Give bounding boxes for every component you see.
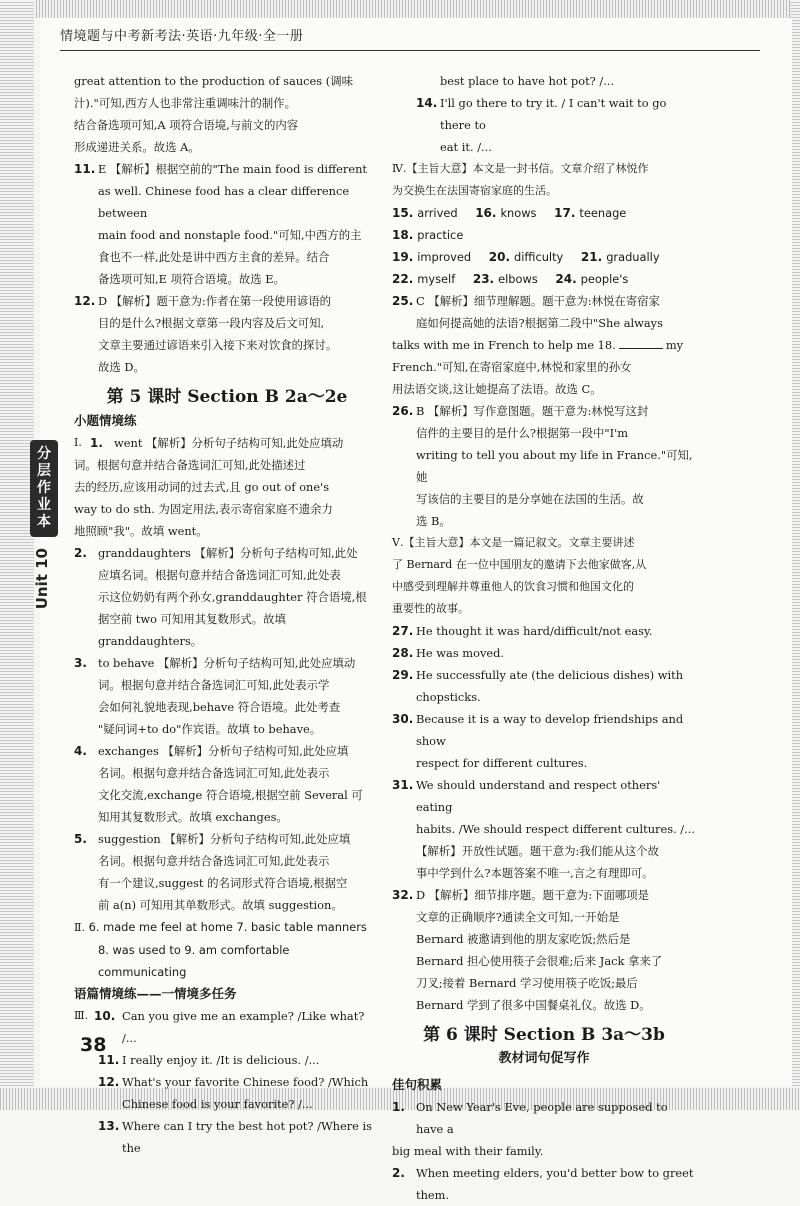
answer-row-19-21: 19. improved 20. difficulty 21. gradually (392, 250, 660, 264)
answer-item-12b: 12. What's your favorite Chinese food? /Which Chinese food is your favorite? /... (98, 1075, 369, 1111)
passage-5-summary: Ⅴ.【主旨大意】本文是一篇记叙文。文章主要讲述 了 Bernard 在一位中国朋友的邀请下去他家做客,从 中感受到理解并尊重他人的饮食习惯和他国文化的 重要性的故事。 (392, 536, 647, 615)
answer-item-14: 14. I'll go there to try it. / I can't wait to go there to eat it. /... (416, 96, 667, 154)
passage-4-summary: Ⅳ.【主旨大意】本文是一封书信。文章介绍了林悦作 为交换生在法国寄宿家庭的生活。 (392, 162, 649, 197)
answer-item-12: 12. D 【解析】题干意为:作者在第一段使用谚语的 目的是什么?根据文章第一段内容及后文可知, 文章主要通过谚语来引入接下来对饮食的探讨。 故选 D。 (74, 294, 338, 374)
answer-row-8-9: 8. was used to 9. am comfortable communicating (98, 943, 290, 979)
answer-item-4: 4. exchanges 【解析】分析句子结构可知,此处应填 名词。根据句意并结合备选词汇可知,此处表示 文化交流,exchange 符合语境,根据空前 Several 可 知用其复数形式。故填 exchanges。 (74, 744, 363, 824)
answer-item-31: 31. We should understand and respect others' eating habits. /We should respect different cultures. /... 【解析】开放性试题。题干意为:我们能从这个故 事中学到什么?本题答案不唯一,言之有理即可。 (392, 778, 696, 880)
right-column (392, 70, 696, 1206)
page-border-left (0, 0, 34, 1110)
running-header: 情境题与中考新考法·英语·九年级·全一册 (60, 24, 760, 51)
carry-over-answer: great attention to the production of sauces (调味 汁)."可知,西方人也非常注重调味汁的制作。 结合备选项可知,A 项符合语境,与前文的内容 形成递进关系。故选 A。 (74, 74, 353, 154)
answer-row-15-18: 15. arrived 16. knows 17. teenage 18. practice (392, 206, 627, 242)
answer-item-10: Ⅲ. 10. Can you give me an example? /Like what? /... (74, 1009, 365, 1045)
answer-row-22-24: 22. myself 23. elbows 24. people's (392, 272, 629, 286)
answer-item-2: 2. granddaughters 【解析】分析句子结构可知,此处 应填名词。根据句意并结合备选词汇可知,此处表 示这位奶奶有两个孙女,granddaughter 符合语境,根 据空前 two 可知用其复数形式。故填 granddaughters。 (74, 546, 367, 648)
answer-13-continued: best place to have hot pot? /... (440, 74, 615, 88)
answer-item-11b: 11. I really enjoy it. /It is delicious. /... (98, 1053, 320, 1067)
section-6-title: 第 6 课时 Section B 3a～3b (423, 1025, 665, 1045)
answer-item-29: 29. He successfully ate (the delicious dishes) with chopsticks. (392, 668, 684, 704)
answer-item-11: 11. E 【解析】根据空前的"The main food is different as well. Chinese food has a clear difference between main food and nonstaple food."可知,中西方的主 食也不一样,此处是讲中西方主食的差异。结合 备选项可知,E 项符合语境。故选 E。 (74, 162, 367, 286)
blank-line (619, 338, 663, 349)
accumulation-heading: 佳句积累 (392, 1077, 443, 1092)
answer-item-27: 27. He thought it was hard/difficult/not easy. (392, 624, 653, 638)
small-exercise-heading: 小题情境练 (74, 413, 137, 428)
answer-item-13: 13. Where can I try the best hot pot? /Where is the (98, 1119, 373, 1155)
answer-item-1: Ⅰ. 1. went 【解析】分析句子结构可知,此处应填动 词。根据句意并结合备选词汇可知,此处描述过 去的经历,应该用动词的过去式,且 go out of one's way to do sth. 为固定用法,表示寄宿家庭不遗余力 地照顾"我"。故填 went。 (74, 436, 344, 538)
left-column (74, 70, 380, 1159)
answer-item-3: 3. to behave 【解析】分析句子结构可知,此处应填动 词。根据句意并结合备选词汇可知,此处表示学 会如何礼貌地表现,behave 符合语境。此处考查 "疑问词+to do"作宾语。故填 to behave。 (74, 656, 356, 736)
answer-item-26: 26. B 【解析】写作意图题。题干意为:林悦写这封 信件的主要目的是什么?根据第一段中"I'm writing to tell you about my life in France."可知,她 写该信的主要目的是分享她在法国的生活。故 选 B。 (392, 404, 693, 528)
section-6-subtitle: 教材词句促写作 (498, 1051, 590, 1066)
answer-row-6-7: Ⅱ. 6. made me feel at home 7. basic table manners (74, 920, 367, 934)
answer-item-32: 32. D 【解析】细节排序题。题干意为:下面哪项是 文章的正确顺序?通读全文可知,一开始是 Bernard 被邀请到他的朋友家吃饭;然后是 Bernard 担心使用筷子会很难;后来 Jack 拿来了 刀叉;接着 Bernard 学习使用筷子吃饭;最后 Bernard 学到了很多中国餐桌礼仪。故选 D。 (392, 888, 663, 1012)
sentence-1: 1. On New Year's Eve, people are supposed to have a big meal with their family. (392, 1100, 668, 1158)
side-tab (30, 440, 58, 537)
answer-item-28: 28. He was moved. (392, 646, 505, 660)
task-heading: 语篇情境练——一情境多任务 (74, 986, 237, 1001)
sentence-2: 2. When meeting elders, you'd better bow to greet them. (392, 1166, 694, 1202)
answer-item-5: 5. suggestion 【解析】分析句子结构可知,此处应填 名词。根据句意并结合备选词汇可知,此处表示 有一个建议,suggest 的名词形式符合语境,根据空 前 a(n) 可知用其单数形式。故填 suggestion。 (74, 832, 351, 912)
section-5-title: 第 5 课时 Section B 2a～2e (106, 387, 348, 407)
page-border-top (0, 0, 800, 18)
answer-item-30: 30. Because it is a way to develop friendships and show respect for different cultures. (392, 712, 684, 770)
side-tab-label: 分层作业本 (37, 446, 51, 530)
page-number: 38 (80, 1034, 107, 1056)
answer-item-25: 25. C 【解析】细节理解题。题干意为:林悦在寄宿家 庭如何提高她的法语?根据第二段中"She always talks with me in French to help me 18. my French."可知,在寄宿家庭中,林悦和家里的孙女 用法语交谈,这让她提高了法语。故选 C。 (392, 294, 684, 396)
side-unit-label: Unit 10 (33, 548, 51, 610)
